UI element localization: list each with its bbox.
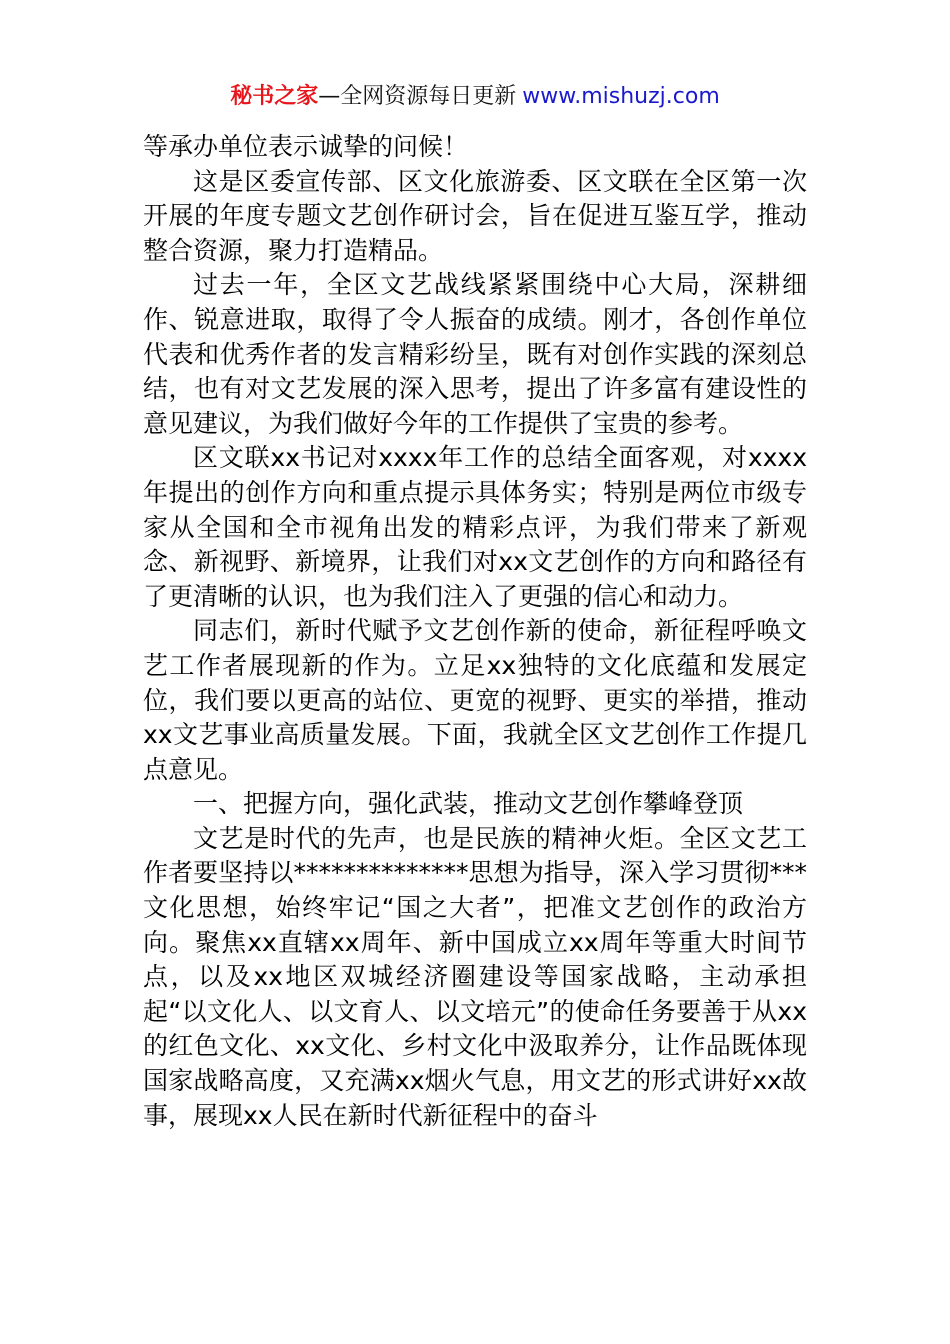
paragraph: 这是区委宣传部、区文化旅游委、区文联在全区第一次开展的年度专题文艺创作研讨会，旨在促进互鉴互学，推动整合资源，聚力打造精品。: [143, 166, 807, 265]
brand-name: 秘书之家: [230, 84, 319, 109]
paragraph: 同志们，新时代赋予文艺创作新的使命，新征程呼唤文艺工作者展现新的作为。立足xx独特的文化底蕴和发展定位，我们要以更高的站位、更宽的视野、更实的举措，推动xx文艺事业高质量发展。下面，我就全区文艺创作工作提几点意见。: [143, 616, 807, 784]
paragraph: 等承办单位表示诚挚的问候！: [143, 132, 469, 161]
site-url[interactable]: www.mishuzj.com: [522, 84, 720, 109]
document-body: [143, 130, 807, 1133]
paragraph: 过去一年，全区文艺战线紧紧围绕中心大局，深耕细作、锐意进取，取得了令人振奋的成绩。刚才，各创作单位代表和优秀作者的发言精彩纷呈，既有对创作实践的深刻总结，也有对文艺发展的深入思考，提出了许多富有建设性的意见建议，为我们做好今年的工作提供了宝贵的参考。: [143, 270, 807, 438]
page-header: [0, 82, 950, 112]
paragraph: 文艺是时代的先声，也是民族的精神火炬。全区文艺工作者要坚持以**************思想为指导，深入学习贯彻***文化思想，始终牢记“国之大者”，把准文艺创作的政治方向。聚焦xx直辖xx周年、新中国成立xx周年等重大时间节点，以及xx地区双城经济圈建设等国家战略，主动承担起“以文化人、以文育人、以文培元”的使命任务要善于从xx的红色文化、xx文化、乡村文化中汲取养分，让作品既体现国家战略高度，又充满xx烟火气息，用文艺的形式讲好xx故事，展现xx人民在新时代新征程中的奋斗: [143, 823, 807, 1130]
section-heading: 一、把握方向，强化武装，推动文艺创作攀峰登顶: [193, 789, 744, 819]
paragraph: 区文联xx书记对xxxx年工作的总结全面客观，对xxxx年提出的创作方向和重点提示具体务实；特别是两位市级专家从全国和全市视角出发的精彩点评，为我们带来了新观念、新视野、新境界，让我们对xx文艺创作的方向和路径有了更清晰的认识，也为我们注入了更强的信心和动力。: [143, 443, 807, 611]
header-tagline: —全网资源每日更新: [318, 84, 517, 109]
